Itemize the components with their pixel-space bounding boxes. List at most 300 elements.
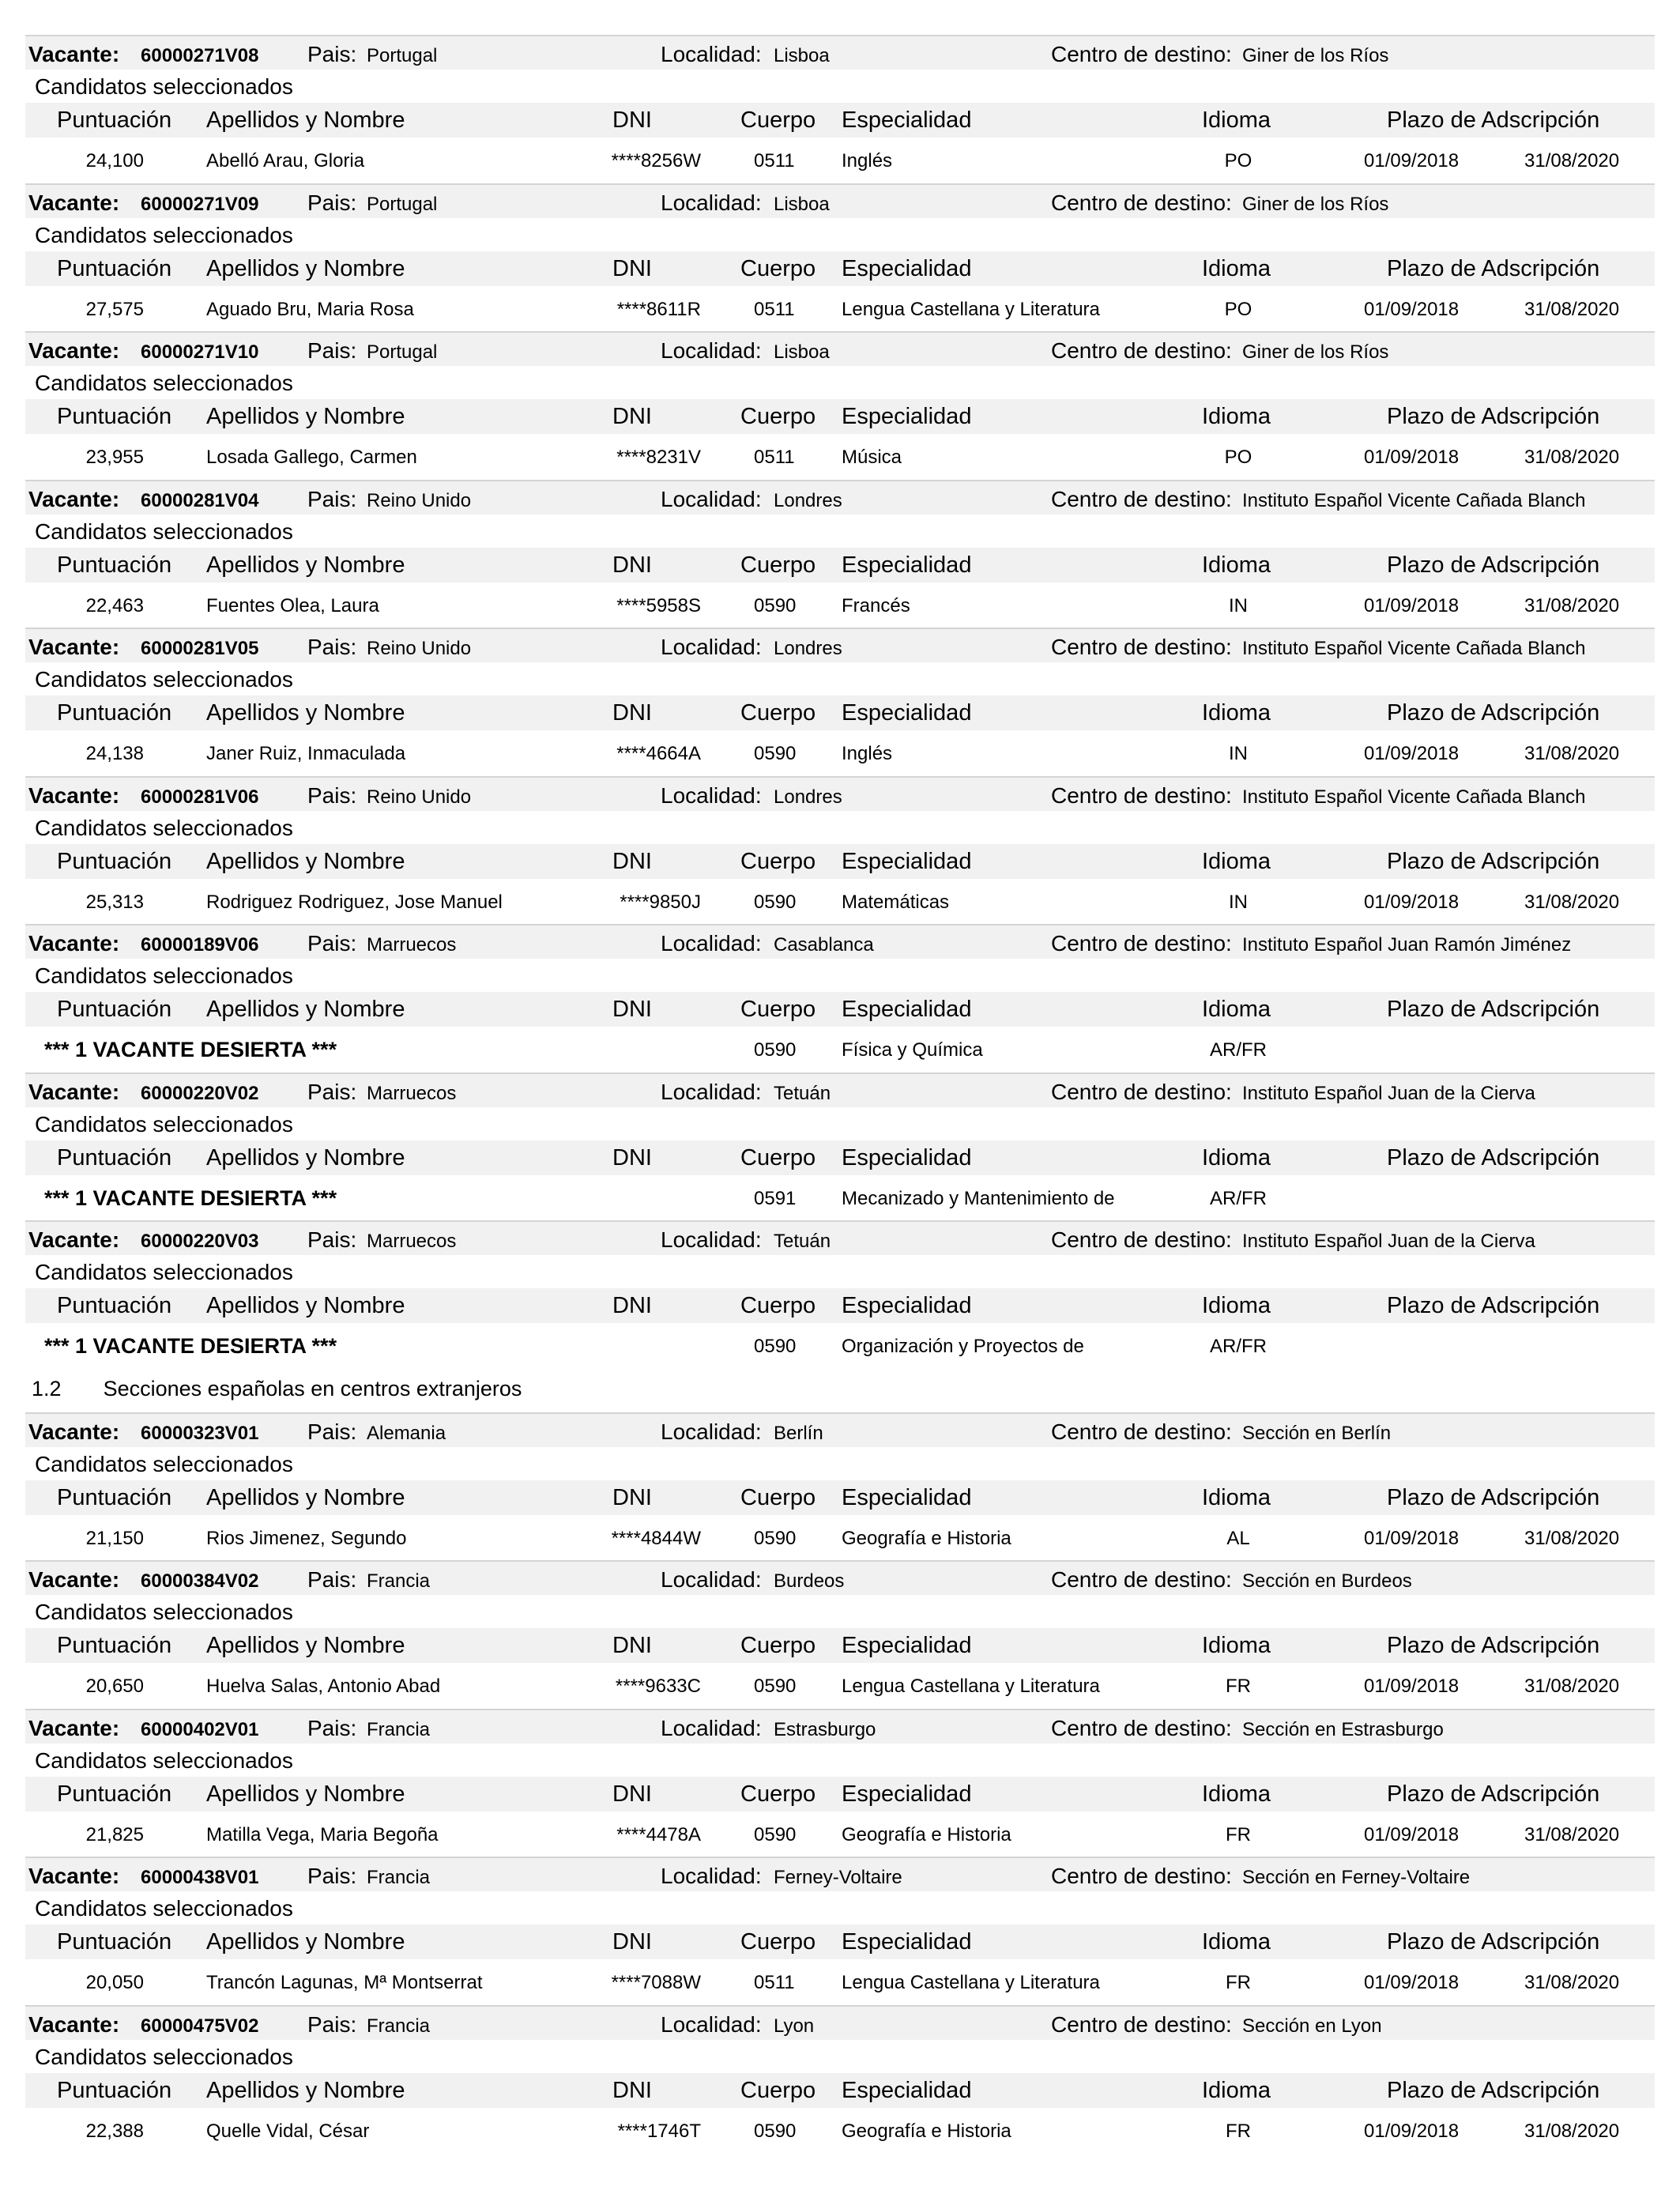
col-plazo: Plazo de Adscripción [1387, 256, 1600, 281]
centro-label: Centro de destino: [1051, 783, 1232, 808]
col-apellidos: Apellidos y Nombre [206, 1485, 405, 1510]
vacancy-block [25, 628, 1655, 775]
col-especialidad: Especialidad [842, 1929, 972, 1955]
vacancy-header [25, 1072, 1655, 1107]
dni-value: ****9633C [615, 1676, 701, 1697]
centro-label: Centro de destino: [1051, 635, 1232, 659]
puntuacion-value: 27,575 [85, 299, 144, 320]
especialidad-value: Mecanizado y Mantenimiento de [842, 1188, 1115, 1209]
pais-value: Alemania [367, 1423, 446, 1444]
vacante-label: Vacante: [28, 1419, 120, 1444]
centro-value: Instituto Español Juan de la Cierva [1242, 1231, 1535, 1252]
col-puntuacion: Puntuación [57, 2078, 172, 2103]
localidad-value: Lisboa [774, 341, 830, 363]
plazo-hasta: 31/08/2020 [1524, 447, 1620, 468]
vacancy-header [25, 776, 1655, 811]
pais-label: Pais: [307, 635, 357, 659]
candidatos-row [25, 2040, 1655, 2073]
centro-label: Centro de destino: [1051, 1716, 1232, 1740]
col-puntuacion: Puntuación [57, 1293, 172, 1318]
candidatos-label: Candidatos seleccionados [35, 1112, 293, 1137]
col-puntuacion: Puntuación [57, 1485, 172, 1510]
vacancy-block [25, 480, 1655, 628]
centro-value: Sección en Burdeos [1242, 1570, 1412, 1592]
idioma-value: IN [1229, 892, 1248, 913]
idioma-value: PO [1224, 299, 1252, 320]
candidatos-label: Candidatos seleccionados [35, 1260, 293, 1284]
plazo-desde: 01/09/2018 [1364, 743, 1460, 764]
col-idioma: Idioma [1202, 1633, 1271, 1658]
localidad-label: Localidad: [661, 931, 762, 956]
localidad-value: Lisboa [774, 194, 830, 215]
candidatos-row [25, 515, 1655, 548]
vacancy-header [25, 183, 1655, 218]
plazo-hasta: 31/08/2020 [1524, 299, 1620, 320]
pais-label: Pais: [307, 783, 357, 808]
vacancy-block [25, 1857, 1655, 2004]
plazo-desde: 01/09/2018 [1364, 1528, 1460, 1549]
pais-label: Pais: [307, 487, 357, 511]
column-headers [25, 696, 1655, 730]
vacante-code: 60000475V02 [141, 2015, 259, 2037]
dni-value: ****4844W [611, 1528, 701, 1549]
nombre-value: Trancón Lagunas, Mª Montserrat [206, 1972, 483, 1993]
vacante-desierta: *** 1 VACANTE DESIERTA *** [44, 1038, 337, 1061]
pais-label: Pais: [307, 1567, 357, 1592]
dni-value: ****9850J [620, 892, 701, 913]
centro-value: Giner de los Ríos [1242, 341, 1389, 363]
col-idioma: Idioma [1202, 1929, 1271, 1955]
nombre-value: Aguado Bru, Maria Rosa [206, 299, 414, 320]
vacante-desierta: *** 1 VACANTE DESIERTA *** [44, 1186, 337, 1210]
vacancy-header [25, 1220, 1655, 1255]
centro-value: Giner de los Ríos [1242, 45, 1389, 66]
idioma-value: IN [1229, 595, 1248, 616]
dni-value: ****7088W [611, 1972, 701, 1993]
vacante-code: 60000281V06 [141, 786, 259, 808]
col-apellidos: Apellidos y Nombre [206, 404, 405, 429]
column-headers [25, 548, 1655, 582]
pais-value: Francia [367, 1867, 431, 1888]
col-puntuacion: Puntuación [57, 552, 172, 578]
vacante-code: 60000281V04 [141, 490, 259, 511]
col-dni: DNI [612, 700, 652, 726]
vacancy-header [25, 480, 1655, 515]
pais-value: Francia [367, 2015, 431, 2037]
localidad-value: Londres [774, 786, 842, 808]
localidad-value: Tetuán [774, 1083, 831, 1104]
column-headers [25, 1288, 1655, 1323]
especialidad-value: Francés [842, 595, 910, 616]
candidatos-label: Candidatos seleccionados [35, 519, 293, 544]
idioma-value: FR [1226, 1824, 1251, 1845]
centro-label: Centro de destino: [1051, 42, 1232, 66]
column-headers [25, 992, 1655, 1027]
col-puntuacion: Puntuación [57, 404, 172, 429]
vacante-code: 60000402V01 [141, 1719, 259, 1740]
vacante-label: Vacante: [28, 635, 120, 659]
especialidad-value: Lengua Castellana y Literatura [842, 299, 1100, 320]
vacancy-block [25, 924, 1655, 1072]
col-puntuacion: Puntuación [57, 1145, 172, 1171]
candidatos-row [25, 218, 1655, 251]
pais-value: Reino Unido [367, 490, 472, 511]
plazo-hasta: 31/08/2020 [1524, 892, 1620, 913]
cuerpo-value: 0590 [754, 1676, 797, 1697]
candidate-row [25, 1323, 1655, 1367]
candidatos-label: Candidatos seleccionados [35, 1748, 293, 1773]
puntuacion-value: 22,388 [85, 2120, 144, 2142]
localidad-label: Localidad: [661, 635, 762, 659]
puntuacion-value: 22,463 [85, 595, 144, 616]
vacante-code: 60000220V02 [141, 1083, 259, 1104]
pais-label: Pais: [307, 2012, 357, 2037]
cuerpo-value: 0590 [754, 1336, 797, 1357]
localidad-value: Tetuán [774, 1231, 831, 1252]
candidatos-label: Candidatos seleccionados [35, 1600, 293, 1624]
col-plazo: Plazo de Adscripción [1387, 1633, 1600, 1658]
localidad-value: Berlín [774, 1423, 823, 1444]
cuerpo-value: 0511 [754, 447, 795, 468]
pais-value: Marruecos [367, 1231, 457, 1252]
centro-label: Centro de destino: [1051, 487, 1232, 511]
candidate-row [25, 1175, 1655, 1220]
localidad-value: Burdeos [774, 1570, 845, 1592]
vacancy-block [25, 35, 1655, 183]
col-puntuacion: Puntuación [57, 1781, 172, 1807]
localidad-label: Localidad: [661, 338, 762, 363]
col-dni: DNI [612, 1633, 652, 1658]
col-plazo: Plazo de Adscripción [1387, 849, 1600, 874]
candidate-row [25, 286, 1655, 330]
col-cuerpo: Cuerpo [740, 1145, 816, 1171]
column-headers [25, 251, 1655, 286]
localidad-label: Localidad: [661, 1419, 762, 1444]
column-headers [25, 1140, 1655, 1175]
candidate-row [25, 1027, 1655, 1071]
especialidad-value: Geografía e Historia [842, 2120, 1011, 2142]
localidad-value: Lisboa [774, 45, 830, 66]
col-especialidad: Especialidad [842, 404, 972, 429]
col-especialidad: Especialidad [842, 700, 972, 726]
vacancy-block [25, 1709, 1655, 1857]
col-apellidos: Apellidos y Nombre [206, 1293, 405, 1318]
col-cuerpo: Cuerpo [740, 849, 816, 874]
puntuacion-value: 23,955 [85, 447, 144, 468]
vacancy-header [25, 2005, 1655, 2040]
col-plazo: Plazo de Adscripción [1387, 2078, 1600, 2103]
localidad-label: Localidad: [661, 1080, 762, 1104]
col-cuerpo: Cuerpo [740, 700, 816, 726]
col-apellidos: Apellidos y Nombre [206, 107, 405, 133]
vacante-code: 60000281V05 [141, 638, 259, 659]
centro-value: Sección en Estrasburgo [1242, 1719, 1444, 1740]
col-apellidos: Apellidos y Nombre [206, 849, 405, 874]
plazo-desde: 01/09/2018 [1364, 1824, 1460, 1845]
candidatos-row [25, 1107, 1655, 1140]
candidatos-row [25, 1447, 1655, 1480]
col-dni: DNI [612, 256, 652, 281]
plazo-hasta: 31/08/2020 [1524, 150, 1620, 172]
cuerpo-value: 0590 [754, 595, 797, 616]
col-puntuacion: Puntuación [57, 107, 172, 133]
idioma-value: AR/FR [1210, 1039, 1267, 1061]
col-cuerpo: Cuerpo [740, 1929, 816, 1955]
nombre-value: Quelle Vidal, César [206, 2120, 370, 2142]
col-puntuacion: Puntuación [57, 1633, 172, 1658]
col-dni: DNI [612, 849, 652, 874]
vacancy-block [25, 1412, 1655, 1560]
dni-value: ****8611R [616, 299, 701, 320]
vacante-label: Vacante: [28, 1864, 120, 1888]
especialidad-value: Física y Química [842, 1039, 983, 1061]
especialidad-value: Lengua Castellana y Literatura [842, 1676, 1100, 1697]
idioma-value: PO [1224, 150, 1252, 172]
vacante-label: Vacante: [28, 1227, 120, 1252]
idioma-value: AR/FR [1210, 1336, 1267, 1357]
column-headers [25, 1628, 1655, 1663]
candidate-row [25, 2108, 1655, 2152]
centro-value: Sección en Ferney-Voltaire [1242, 1867, 1471, 1888]
column-headers [25, 1924, 1655, 1959]
cuerpo-value: 0511 [754, 299, 795, 320]
dni-value: ****8231V [616, 447, 701, 468]
vacante-label: Vacante: [28, 487, 120, 511]
col-puntuacion: Puntuación [57, 1929, 172, 1955]
candidatos-label: Candidatos seleccionados [35, 74, 293, 99]
vacancy-block [25, 2005, 1655, 2153]
localidad-value: Ferney-Voltaire [774, 1867, 902, 1888]
puntuacion-value: 20,650 [85, 1676, 144, 1697]
cuerpo-value: 0590 [754, 1039, 797, 1061]
col-apellidos: Apellidos y Nombre [206, 1145, 405, 1171]
centro-label: Centro de destino: [1051, 190, 1232, 215]
vacante-desierta: *** 1 VACANTE DESIERTA *** [44, 1334, 337, 1358]
col-cuerpo: Cuerpo [740, 1633, 816, 1658]
localidad-label: Localidad: [661, 1227, 762, 1252]
puntuacion-value: 24,100 [85, 150, 144, 172]
vacante-label: Vacante: [28, 1567, 120, 1592]
pais-value: Portugal [367, 194, 438, 215]
col-especialidad: Especialidad [842, 1293, 972, 1318]
col-idioma: Idioma [1202, 256, 1271, 281]
dni-value: ****1746T [617, 2120, 701, 2142]
col-apellidos: Apellidos y Nombre [206, 1633, 405, 1658]
vacante-label: Vacante: [28, 1080, 120, 1104]
dni-value: ****4664A [616, 743, 701, 764]
section-number: 1.2 [32, 1377, 62, 1400]
pais-label: Pais: [307, 1419, 357, 1444]
candidatos-row [25, 959, 1655, 992]
idioma-value: PO [1224, 447, 1252, 468]
cuerpo-value: 0591 [754, 1188, 797, 1209]
candidate-row [25, 582, 1655, 627]
candidate-row [25, 1811, 1655, 1856]
col-plazo: Plazo de Adscripción [1387, 552, 1600, 578]
cuerpo-value: 0590 [754, 1824, 797, 1845]
candidate-row [25, 1663, 1655, 1707]
centro-label: Centro de destino: [1051, 1419, 1232, 1444]
centro-value: Instituto Español Juan Ramón Jiménez [1242, 934, 1572, 956]
column-headers [25, 103, 1655, 138]
candidatos-row [25, 70, 1655, 103]
centro-value: Sección en Berlín [1242, 1423, 1392, 1444]
col-plazo: Plazo de Adscripción [1387, 997, 1600, 1022]
localidad-value: Casablanca [774, 934, 874, 956]
especialidad-value: Inglés [842, 150, 893, 172]
cuerpo-value: 0590 [754, 892, 797, 913]
col-idioma: Idioma [1202, 1781, 1271, 1807]
localidad-label: Localidad: [661, 190, 762, 215]
pais-value: Reino Unido [367, 786, 472, 808]
idioma-value: IN [1229, 743, 1248, 764]
col-puntuacion: Puntuación [57, 849, 172, 874]
plazo-hasta: 31/08/2020 [1524, 2120, 1620, 2142]
column-headers [25, 1777, 1655, 1811]
centro-label: Centro de destino: [1051, 931, 1232, 956]
plazo-desde: 01/09/2018 [1364, 892, 1460, 913]
candidate-row [25, 1959, 1655, 2004]
col-idioma: Idioma [1202, 1485, 1271, 1510]
candidatos-row [25, 1744, 1655, 1777]
col-apellidos: Apellidos y Nombre [206, 1929, 405, 1955]
candidatos-row [25, 366, 1655, 399]
col-cuerpo: Cuerpo [740, 256, 816, 281]
nombre-value: Janer Ruiz, Inmaculada [206, 743, 406, 764]
vacante-label: Vacante: [28, 783, 120, 808]
col-especialidad: Especialidad [842, 1485, 972, 1510]
especialidad-value: Matemáticas [842, 892, 950, 913]
col-plazo: Plazo de Adscripción [1387, 107, 1600, 133]
col-cuerpo: Cuerpo [740, 404, 816, 429]
col-dni: DNI [612, 1145, 652, 1171]
col-dni: DNI [612, 2078, 652, 2103]
col-puntuacion: Puntuación [57, 256, 172, 281]
idioma-value: FR [1226, 1676, 1251, 1697]
column-headers [25, 1480, 1655, 1515]
plazo-hasta: 31/08/2020 [1524, 743, 1620, 764]
col-plazo: Plazo de Adscripción [1387, 1781, 1600, 1807]
nombre-value: Huelva Salas, Antonio Abad [206, 1676, 441, 1697]
idioma-value: AL [1226, 1528, 1250, 1549]
puntuacion-value: 20,050 [85, 1972, 144, 1993]
cuerpo-value: 0590 [754, 2120, 797, 2142]
candidate-row [25, 138, 1655, 182]
idioma-value: FR [1226, 1972, 1251, 1993]
col-especialidad: Especialidad [842, 1781, 972, 1807]
col-puntuacion: Puntuación [57, 997, 172, 1022]
col-apellidos: Apellidos y Nombre [206, 700, 405, 726]
pais-value: Portugal [367, 45, 438, 66]
puntuacion-value: 25,313 [85, 892, 144, 913]
plazo-hasta: 31/08/2020 [1524, 1972, 1620, 1993]
pais-label: Pais: [307, 1864, 357, 1888]
col-cuerpo: Cuerpo [740, 1293, 816, 1318]
candidatos-label: Candidatos seleccionados [35, 1896, 293, 1921]
col-especialidad: Especialidad [842, 849, 972, 874]
section-heading [32, 1377, 522, 1401]
localidad-label: Localidad: [661, 487, 762, 511]
vacante-label: Vacante: [28, 2012, 120, 2037]
vacante-code: 60000271V08 [141, 45, 259, 66]
cuerpo-value: 0590 [754, 743, 797, 764]
localidad-value: Londres [774, 490, 842, 511]
localidad-label: Localidad: [661, 2012, 762, 2037]
col-especialidad: Especialidad [842, 107, 972, 133]
plazo-desde: 01/09/2018 [1364, 150, 1460, 172]
col-idioma: Idioma [1202, 552, 1271, 578]
col-puntuacion: Puntuación [57, 700, 172, 726]
vacante-label: Vacante: [28, 338, 120, 363]
col-plazo: Plazo de Adscripción [1387, 1485, 1600, 1510]
plazo-desde: 01/09/2018 [1364, 2120, 1460, 2142]
col-especialidad: Especialidad [842, 2078, 972, 2103]
pais-value: Francia [367, 1719, 431, 1740]
centro-value: Giner de los Ríos [1242, 194, 1389, 215]
pais-label: Pais: [307, 1080, 357, 1104]
vacancy-block [25, 1220, 1655, 1368]
col-idioma: Idioma [1202, 404, 1271, 429]
col-dni: DNI [612, 1929, 652, 1955]
col-dni: DNI [612, 1485, 652, 1510]
localidad-value: Londres [774, 638, 842, 659]
puntuacion-value: 21,150 [85, 1528, 144, 1549]
candidatos-label: Candidatos seleccionados [35, 963, 293, 988]
column-headers [25, 399, 1655, 434]
col-cuerpo: Cuerpo [740, 1485, 816, 1510]
col-especialidad: Especialidad [842, 1145, 972, 1171]
vacancy-block [25, 331, 1655, 479]
pais-label: Pais: [307, 1716, 357, 1740]
nombre-value: Fuentes Olea, Laura [206, 595, 379, 616]
section-title: Secciones españolas en centros extranjeros [103, 1377, 522, 1400]
col-idioma: Idioma [1202, 107, 1271, 133]
column-headers [25, 2073, 1655, 2108]
nombre-value: Abelló Arau, Gloria [206, 150, 365, 172]
candidatos-row [25, 662, 1655, 696]
candidatos-label: Candidatos seleccionados [35, 371, 293, 395]
vacante-label: Vacante: [28, 931, 120, 956]
plazo-desde: 01/09/2018 [1364, 595, 1460, 616]
centro-value: Instituto Español Vicente Cañada Blanch [1242, 490, 1586, 511]
especialidad-value: Música [842, 447, 902, 468]
col-plazo: Plazo de Adscripción [1387, 1929, 1600, 1955]
vacancy-block [25, 1072, 1655, 1220]
localidad-label: Localidad: [661, 1567, 762, 1592]
col-idioma: Idioma [1202, 1293, 1271, 1318]
centro-label: Centro de destino: [1051, 1567, 1232, 1592]
centro-label: Centro de destino: [1051, 2012, 1232, 2037]
dni-value: ****5958S [616, 595, 701, 616]
vacancy-header [25, 331, 1655, 366]
col-especialidad: Especialidad [842, 256, 972, 281]
localidad-label: Localidad: [661, 783, 762, 808]
vacancy-header [25, 1560, 1655, 1595]
vacante-code: 60000271V10 [141, 341, 259, 363]
candidate-row [25, 434, 1655, 478]
centro-value: Instituto Español Vicente Cañada Blanch [1242, 786, 1586, 808]
col-dni: DNI [612, 1781, 652, 1807]
centro-value: Instituto Español Vicente Cañada Blanch [1242, 638, 1586, 659]
vacancy-header [25, 1709, 1655, 1744]
plazo-hasta: 31/08/2020 [1524, 1528, 1620, 1549]
col-cuerpo: Cuerpo [740, 1781, 816, 1807]
nombre-value: Matilla Vega, Maria Begoña [206, 1824, 439, 1845]
col-apellidos: Apellidos y Nombre [206, 552, 405, 578]
especialidad-value: Geografía e Historia [842, 1824, 1011, 1845]
vacancy-header [25, 1857, 1655, 1891]
localidad-value: Lyon [774, 2015, 815, 2037]
